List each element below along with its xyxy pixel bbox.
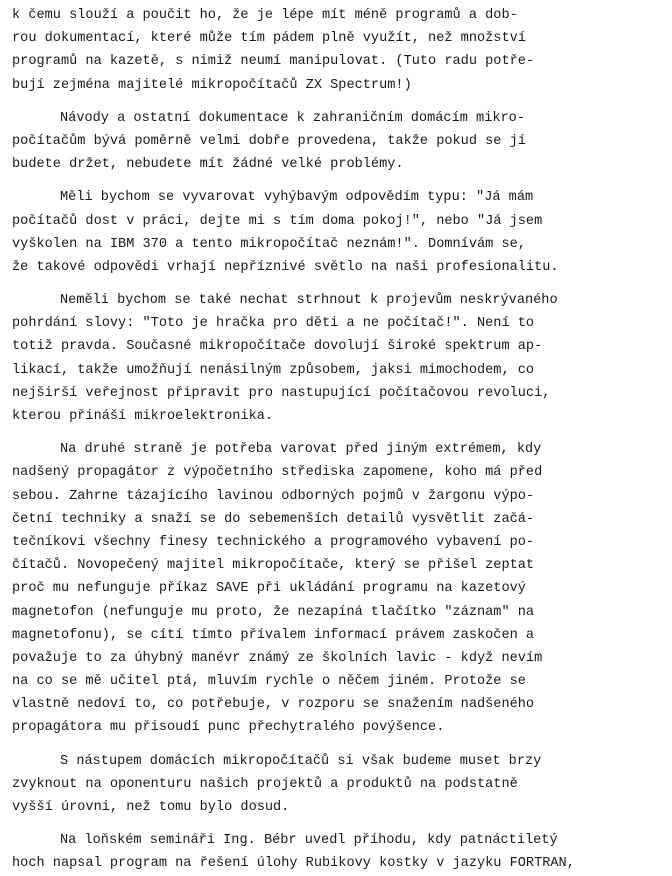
text-line: totiž pravda. Současné mikropočítače dovolují široké spektrum ap-: [12, 339, 543, 355]
text-line: magnetofonu), se cítí tímto přívalem informací právem zaskočen a: [12, 627, 535, 643]
text-line: programů na kazetě, s nimiž neumí manipulovat. (Tuto radu potře-: [12, 54, 535, 70]
paragraph: [12, 4, 668, 97]
text-line: Na loňském semináři Ing. Bébr uvedl příhodu, kdy patnáctiletý: [60, 833, 558, 849]
paragraph: [12, 107, 668, 177]
text-line: považuje to za úhybný manévr známý ze školních lavic - když nevím: [12, 650, 543, 666]
text-line: Měli bychom se vyvarovat vyhýbavým odpovědím typu: "Já mám: [60, 190, 534, 206]
text-line: vyšší úrovni, než tomu bylo dosud.: [12, 800, 290, 815]
text-line: magnetofon (nefunguje mu proto, že nezapíná tlačítko "záznam" na: [12, 604, 535, 620]
text-line: počítačům bývá poměrně velmi dobře provedena, takže pokud se jí: [12, 133, 526, 149]
text-line: vyškolen na IBM 370 a tento mikropočítač neznám!". Domnívám se,: [12, 236, 526, 252]
text-line: kterou přináší mikroelektronika.: [12, 409, 274, 424]
typewritten-page: [12, 4, 668, 876]
paragraph: [12, 829, 668, 875]
paragraph: [12, 750, 668, 820]
text-line: že takové odpovědi vrhají nepříznivé světlo na naši profesionalitu.: [12, 259, 559, 275]
text-line: zvyknout na oponenturu našich projektů a produktů na podstatně: [12, 776, 518, 792]
paragraph: [12, 289, 668, 428]
text-line: rou dokumentací, které může tím pádem plně využít, než množství: [12, 31, 526, 47]
text-line: Na druhé straně je potřeba varovat před jiným extrémem, kdy: [60, 442, 542, 458]
text-line: S nástupem domácích mikropočítačů si však budeme muset brzy: [60, 753, 542, 769]
text-line: hoch napsal program na řešení úlohy Rubikovy kostky v jazyku FORTRAN,: [12, 856, 575, 872]
text-line: budete držet, nebudete mít žádné velké problémy.: [12, 157, 404, 173]
text-line: likací, takže umožňují nenásilným způsobem, jaksi mimochodem, co: [12, 362, 535, 378]
text-line: četní techniky a snaží se do sebemenších detailů vysvětlit začá-: [12, 511, 535, 527]
text-line: tečníkovi všechny finesy technického a programového vybavení po-: [12, 534, 535, 550]
text-line: počítačů dost v práci, dejte mi s tím doma pokoj!", nebo "Já jsem: [12, 213, 543, 229]
text-line: čítačů. Novopečený majitel mikropočítače, který se přišel zeptat: [12, 558, 535, 574]
text-line: na co se mě učitel ptá, mluvím rychle o něčem jiném. Protože se: [12, 674, 526, 690]
text-line: Neměli bychom se také nechat strhnout k projevům neskrývaného: [60, 293, 558, 309]
text-line: propagátora mu přisoudí punc přechytralého povýšence.: [12, 720, 445, 736]
paragraph: [12, 186, 668, 279]
text-line: k čemu slouží a poučit ho, že je lépe mít méně programů a dob-: [12, 8, 518, 23]
text-line: Návody a ostatní dokumentace k zahraničním domácím mikro-: [60, 110, 525, 126]
text-line: pohrdání slovy: "Toto je hračka pro děti a ne počítač!". Není to: [12, 316, 535, 332]
text-line: bují zejména majitelé mikropočítačů ZX Spectrum!): [12, 77, 412, 93]
text-line: proč mu nefunguje příkaz SAVE při ukládání programu na kazetový: [12, 581, 526, 597]
text-line: nadšený propagátor z výpočetního střediska zapomene, koho má před: [12, 465, 543, 481]
paragraph: [12, 438, 668, 739]
text-line: nejširší veřejnost připravit pro nastupující počítačovou revoluci,: [12, 385, 551, 401]
text-line: vlastně nedoví to, co potřebuje, v rozporu se snažením nadšeného: [12, 697, 535, 713]
text-line: sebou. Zahrne tázajícího lavinou odborných pojmů v žargonu výpo-: [12, 488, 535, 504]
